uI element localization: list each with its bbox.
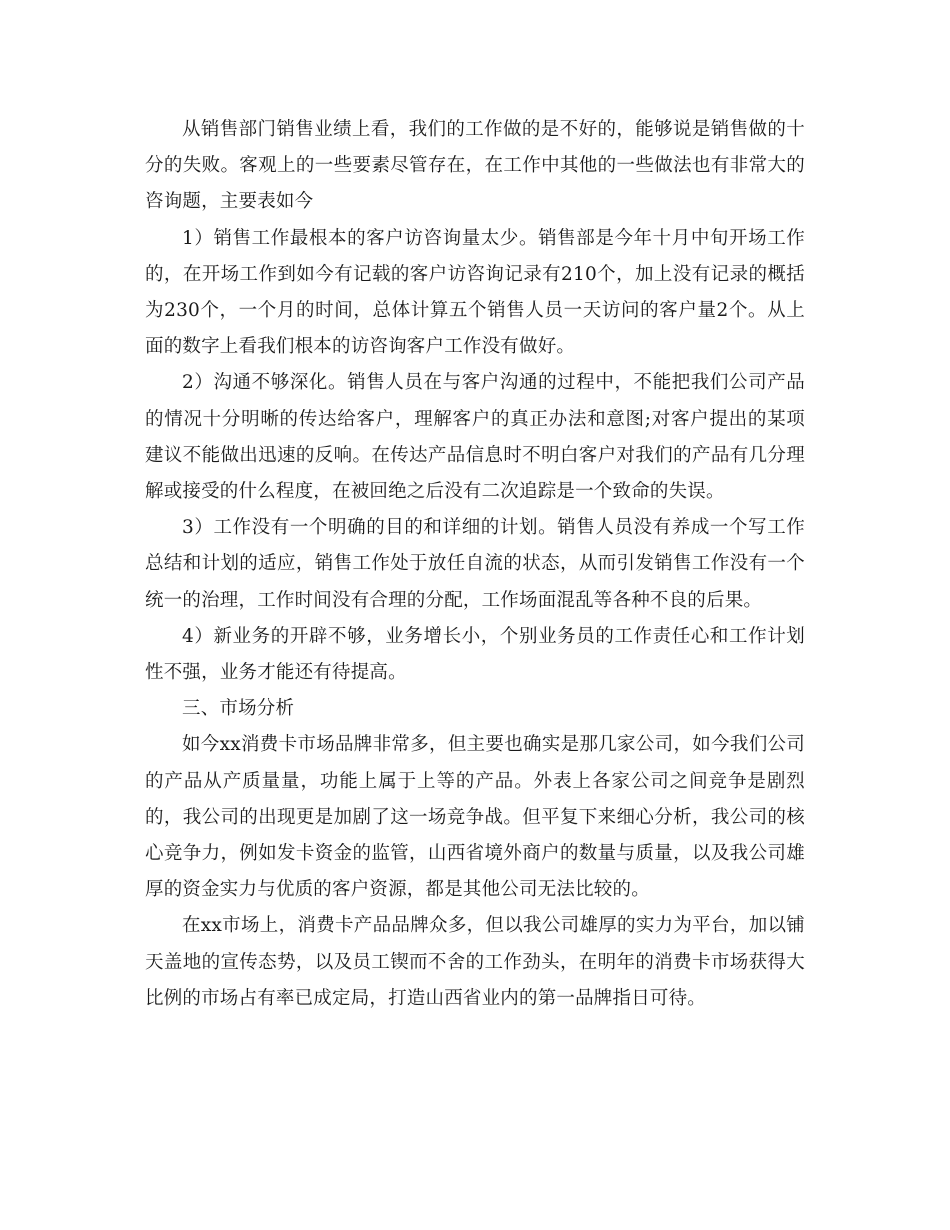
- paragraph-issue-1: 1）销售工作最根本的客户访咨询量太少。销售部是今年十月中旬开场工作的，在开场工作到如今有记载的客户访咨询记录有210个，加上没有记录的概括为230个，一个月的时间，总体计算五个销售人员一天访问的客户量2个。从上面的数字上看我们根本的访咨询客户工作没有做好。: [145, 227, 805, 358]
- document-body: [145, 112, 805, 1017]
- paragraph-issue-4: 4）新业务的开辟不够，业务增长小，个别业务员的工作责任心和工作计划性不强，业务才能还有待提高。: [145, 625, 805, 684]
- paragraph-sales-performance: 从销售部门销售业绩上看，我们的工作做的是不好的，能够说是销售做的十分的失败。客观上的一些要素尽管存在，在工作中其他的一些做法也有非常大的咨询题，主要表如今: [145, 119, 805, 213]
- section-heading-market-analysis: 三、市场分析: [182, 698, 295, 720]
- paragraph-issue-3: 3）工作没有一个明确的目的和详细的计划。销售人员没有养成一个写工作总结和计划的适应，销售工作处于放任自流的状态，从而引发销售工作没有一个统一的治理，工作时间没有合理的分配，工作场面混乱等各种不良的后果。: [145, 517, 805, 611]
- paragraph-market-outlook: 在xx市场上，消费卡产品品牌众多，但以我公司雄厚的实力为平台，加以铺天盖地的宣传态势，以及员工锲而不舍的工作劲头，在明年的消费卡市场获得大比例的市场占有率已成定局，打造山西省业内的第一品牌指日可待。: [145, 915, 805, 1009]
- paragraph-market-overview: 如今xx消费卡市场品牌非常多，但主要也确实是那几家公司，如今我们公司的产品从产质量量，功能上属于上等的产品。外表上各家公司之间竞争是剧烈的，我公司的出现更是加剧了这一场竞争战。但平复下来细心分析，我公司的核心竞争力，例如发卡资金的监管，山西省境外商户的数量与质量，以及我公司雄厚的资金实力与优质的客户资源，都是其他公司无法比较的。: [145, 734, 805, 901]
- paragraph-issue-2: 2）沟通不够深化。销售人员在与客户沟通的过程中，不能把我们公司产品的情况十分明晰的传达给客户，理解客户的真正办法和意图;对客户提出的某项建议不能做出迅速的反响。在传达产品信息时不明白客户对我们的产品有几分理解或接受的什么程度，在被回绝之后没有二次追踪是一个致命的失误。: [145, 372, 805, 503]
